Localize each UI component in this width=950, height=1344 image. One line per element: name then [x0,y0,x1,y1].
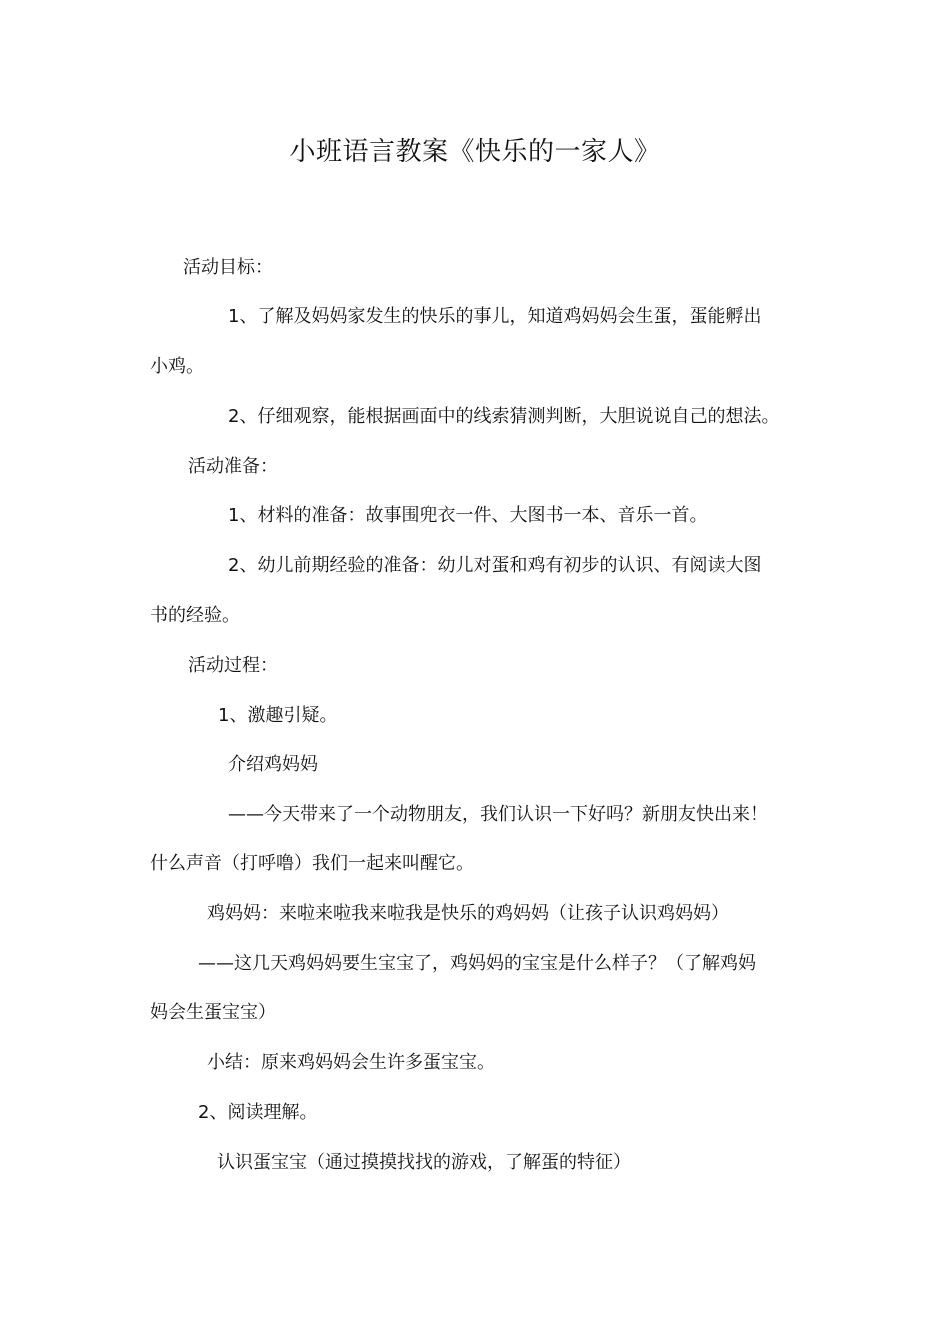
section-heading-preparation: 活动准备： [188,456,278,477]
paragraph-line: 2、仔细观察，能根据画面中的线索猜测判断，大胆说说自己的想法。 [228,406,780,427]
document-title: 小班语言教案《快乐的一家人》 [289,137,661,167]
paragraph-line: 认识蛋宝宝（通过摸摸找找的游戏，了解蛋的特征） [217,1152,631,1173]
paragraph-line: ——这几天鸡妈妈要生宝宝了，鸡妈妈的宝宝是什么样子？（了解鸡妈 [198,953,756,974]
step-heading: 1、激趣引疑。 [218,705,338,726]
paragraph-line: 什么声音（打呼噜）我们一起来叫醒它。 [150,853,474,874]
paragraph-line: 1、了解及妈妈家发生的快乐的事儿，知道鸡妈妈会生蛋，蛋能孵出 [228,306,762,327]
paragraph-line: ——今天带来了一个动物朋友，我们认识一下好吗？新朋友快出来！ [228,804,768,825]
paragraph-line: 介绍鸡妈妈 [228,754,318,775]
paragraph-line: 书的经验。 [150,605,240,626]
paragraph-line: 鸡妈妈：来啦来啦我来啦我是快乐的鸡妈妈（让孩子认识鸡妈妈） [207,903,729,924]
paragraph-line: 1、材料的准备：故事围兜衣一件、大图书一本、音乐一首。 [228,505,708,526]
paragraph-line: 妈会生蛋宝宝） [150,1002,276,1023]
paragraph-line: 2、幼儿前期经验的准备：幼儿对蛋和鸡有初步的认识、有阅读大图 [228,555,762,576]
paragraph-line: 小鸡。 [150,356,204,377]
section-heading-objectives: 活动目标： [183,257,273,278]
step-heading: 2、阅读理解。 [198,1102,318,1123]
paragraph-line: 小结：原来鸡妈妈会生许多蛋宝宝。 [207,1052,495,1073]
section-heading-process: 活动过程： [188,655,278,676]
